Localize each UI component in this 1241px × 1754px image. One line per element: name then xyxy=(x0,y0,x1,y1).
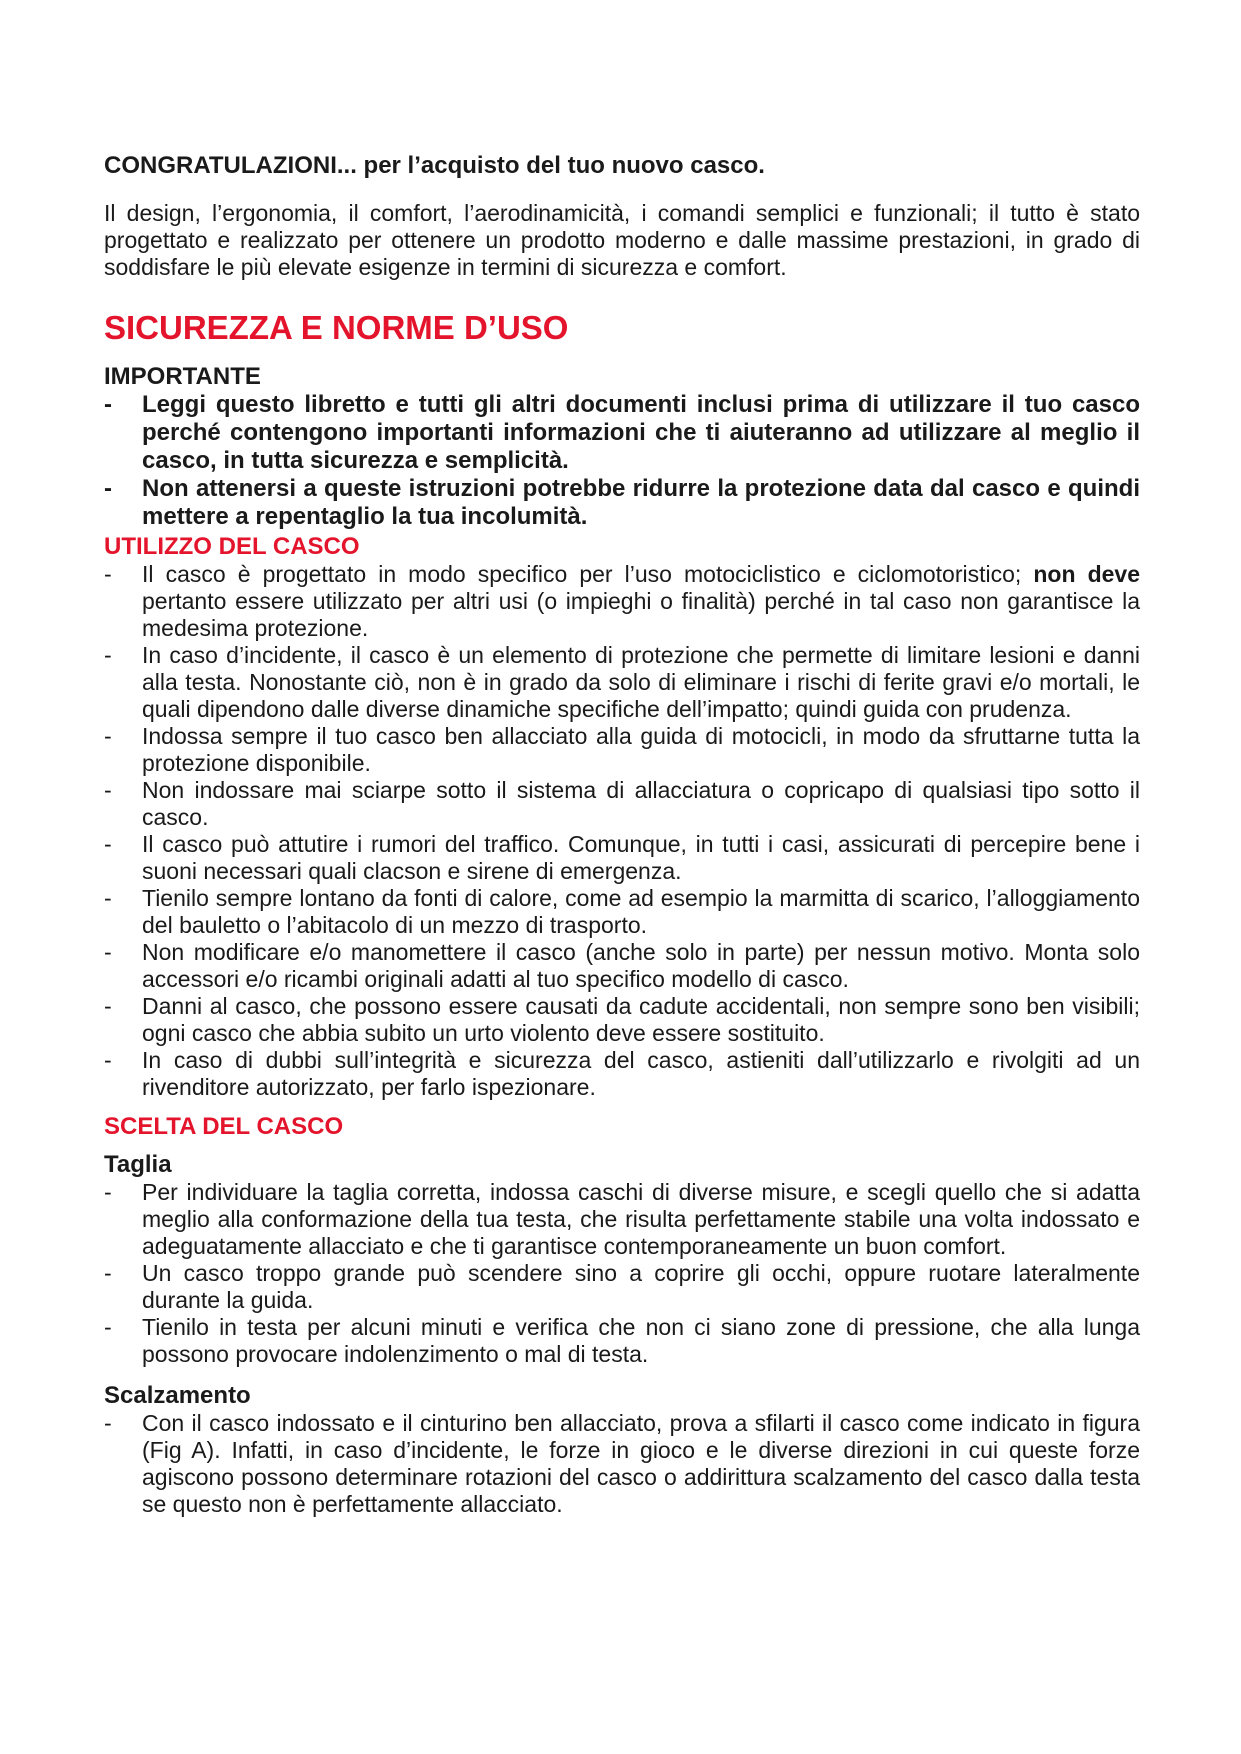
importante-list xyxy=(104,391,1140,531)
list-item-text-start: Il casco è progettato in modo specifico per l’uso motociclistico e ciclomotoristico; xyxy=(142,561,1022,587)
list-item xyxy=(104,561,1140,642)
intro-title: CONGRATULAZIONI... per l’acquisto del tuo nuovo casco. xyxy=(104,152,765,179)
scelta-title: SCELTA DEL CASCO xyxy=(104,1113,344,1140)
list-item: - In caso di dubbi sull’integrità e sicurezza del casco, astieniti dall’utilizzarlo e rivolgiti ad un rivenditore autorizzato, per farlo ispezionare. xyxy=(104,1047,1140,1101)
document-page xyxy=(104,152,1140,1518)
list-item-text-end: pertanto essere utilizzato per altri usi (o impieghi o finalità) perché in tal caso non garantisce la medesima protezione. xyxy=(142,588,1140,641)
list-item: - Non attenersi a queste istruzioni potrebbe ridurre la protezione data dal casco e quindi mettere a repentaglio la tua incolumità. xyxy=(104,475,1140,531)
list-item: - Per individuare la taglia corretta, indossa caschi di diverse misure, e scegli quello che si adatta meglio alla conformazione della tua testa, che risulta perfettamente stabile una volta indossato e adeguatamente allacciato e che ti garantisce contemporaneamente un buon comfort. xyxy=(104,1179,1140,1260)
list-item: - Non modificare e/o manomettere il casco (anche solo in parte) per nessun motivo. Monta solo accessori e/o ricambi originali adatti al tuo specifico modello di casco. xyxy=(104,939,1140,993)
list-item: - Tienilo sempre lontano da fonti di calore, come ad esempio la marmitta di scarico, l’alloggiamento del bauletto o l’abitacolo di un mezzo di trasporto. xyxy=(104,885,1140,939)
utilizzo-title: UTILIZZO DEL CASCO xyxy=(104,533,360,560)
taglia-list xyxy=(104,1179,1140,1368)
scalzamento-list xyxy=(104,1410,1140,1518)
list-item-emphasis: non deve xyxy=(1033,561,1140,587)
taglia-label: Taglia xyxy=(104,1151,172,1178)
list-item: - Un casco troppo grande può scendere sino a coprire gli occhi, oppure ruotare lateralmente durante la guida. xyxy=(104,1260,1140,1314)
list-item: - Il casco può attutire i rumori del traffico. Comunque, in tutti i casi, assicurati di percepire bene i suoni necessari quali clacson e sirene di emergenza. xyxy=(104,831,1140,885)
importante-label: IMPORTANTE xyxy=(104,363,261,390)
list-item: - In caso d’incidente, il casco è un elemento di protezione che permette di limitare lesioni e danni alla testa. Nonostante ciò, non è in grado da solo di eliminare i rischi di ferite gravi e/o mortali, le quali dipendono dalle diverse dinamiche specifiche dell’impatto; quindi guida con prudenza. xyxy=(104,642,1140,723)
list-item: - Danni al casco, che possono essere causati da cadute accidentali, non sempre sono ben visibili; ogni casco che abbia subito un urto violento deve essere sostituito. xyxy=(104,993,1140,1047)
scalzamento-label: Scalzamento xyxy=(104,1382,251,1409)
list-item: - Con il casco indossato e il cinturino ben allacciato, prova a sfilarti il casco come indicato in figura (Fig A). Infatti, in caso d’incidente, le forze in gioco e le diverse direzioni in cui queste forze agiscono possono determinare rotazioni del casco o addirittura scalzamento del casco dalla testa se questo non è perfettamente allacciato. xyxy=(104,1410,1140,1518)
list-item: - Indossa sempre il tuo casco ben allacciato alla guida di motocicli, in modo da sfruttarne tutta la protezione disponibile. xyxy=(104,723,1140,777)
utilizzo-list xyxy=(104,561,1140,1101)
list-item: - Non indossare mai sciarpe sotto il sistema di allacciatura o copricapo di qualsiasi tipo sotto il casco. xyxy=(104,777,1140,831)
intro-text: Il design, l’ergonomia, il comfort, l’aerodinamicità, i comandi semplici e funzionali; il tutto è stato progettato e realizzato per ottenere un prodotto moderno e dalle massime prestazioni, in grado di soddisfare le più elevate esigenze in termini di sicurezza e comfort. xyxy=(104,200,1140,280)
list-item: - Tienilo in testa per alcuni minuti e verifica che non ci siano zone di pressione, che alla lunga possono provocare indolenzimento o mal di testa. xyxy=(104,1314,1140,1368)
list-item: - Leggi questo libretto e tutti gli altri documenti inclusi prima di utilizzare il tuo casco perché contengono importanti informazioni che ti aiuteranno ad utilizzare al meglio il casco, in tutta sicurezza e semplicità. xyxy=(104,391,1140,475)
main-title: SICUREZZA E NORME D’USO xyxy=(104,309,569,346)
